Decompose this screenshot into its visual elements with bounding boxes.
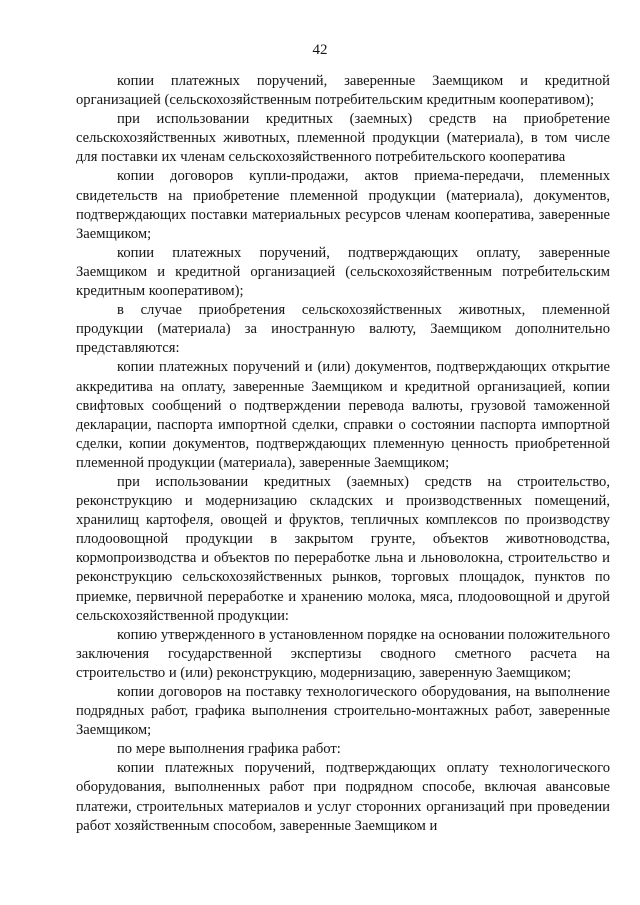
paragraph: копии платежных поручений, подтверждающих оплату технологического оборудования, выполненных работ при подрядном способе, включая авансовые платежи, строительных материалов и услуг сторонних организаций при проведении работ хозяйственным способом, заверенные Заемщиком и [76, 760, 610, 834]
paragraph: копии платежных поручений, заверенные Заемщиком и кредитной организацией (сельскохозяйственным потребительским кредитным кооперативом); [76, 73, 610, 109]
paragraph: копии платежных поручений, подтверждающих оплату, заверенные Заемщиком и кредитной организацией (сельскохозяйственным потребительским кредитным кооперативом); [76, 244, 610, 300]
paragraph: копии договоров на поставку технологического оборудования, на выполнение подрядных работ, графика выполнения строительно-монтажных работ, заверенные Заемщиком; [76, 684, 610, 739]
paragraph: по мере выполнения графика работ: [117, 741, 341, 758]
paragraph: копии договоров купли-продажи, актов приема-передачи, племенных свидетельств на приобретение племенной продукции (материала), документов, подтверждающих поставки материальных ресурсов членам кооператива, заверенные Заемщиком; [76, 168, 610, 242]
paragraph: в случае приобретения сельскохозяйственных животных, племенной продукции (материала) за иностранную валюту, Заемщиком дополнительно представляются: [76, 302, 610, 357]
document-body [76, 72, 610, 836]
paragraph: копию утвержденного в установленном порядке на основании положительного заключения государственной экспертизы сводного сметного расчета на строительство и (или) реконструкцию, модернизацию, заверенную Заемщиком; [76, 626, 610, 681]
page-number: 42 [312, 42, 328, 58]
paragraph: при использовании кредитных (заемных) средств на приобретение сельскохозяйственных животных, племенной продукции (материала), в том числе для поставки их членам сельскохозяйственного потребительского кооператива [76, 111, 610, 166]
paragraph: копии платежных поручений и (или) документов, подтверждающих открытие аккредитива на оплату, заверенные Заемщиком и кредитной организацией, копии свифтовых сообщений о подтверждении перевода валюты, грузовой таможенной декларации, паспорта импортной сделки, справки о состоянии паспорта импортной сделки, копии документов, подтверждающих племенную ценность приобретенной племенной продукции (материала), заверенные Заемщиком; [76, 359, 610, 471]
paragraph: при использовании кредитных (заемных) средств на строительство, реконструкцию и модернизацию складских и производственных помещений, хранилищ картофеля, овощей и фруктов, тепличных комплексов по производству плодоовощной продукции в закрытом грунте, объектов животноводства, кормопроизводства и объектов по переработке льна и льноволокна, строительство и реконструкцию сельскохозяйственных рынков, торговых площадок, пунктов по приемке, первичной переработке и хранению молока, мяса, плодоовощной и другой сельскохозяйственной продукции: [76, 473, 610, 624]
